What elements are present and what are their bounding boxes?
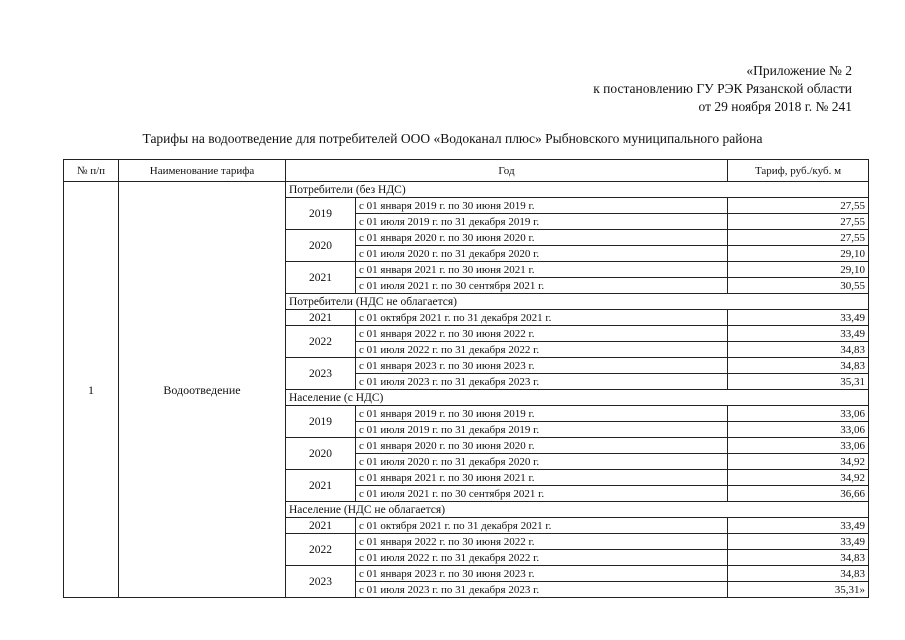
year-cell: 2022 [286, 534, 356, 566]
period-cell: с 01 июля 2023 г. по 31 декабря 2023 г. [356, 374, 728, 390]
consumer-group-label: Потребители (без НДС) [286, 182, 869, 198]
group-label-row [64, 182, 869, 198]
tariff-value-cell: 27,55 [728, 214, 869, 230]
resolution-reference: к постановлению ГУ РЭК Рязанской области [593, 81, 852, 96]
tariff-value-cell: 29,10 [728, 246, 869, 262]
period-cell: с 01 июля 2019 г. по 31 декабря 2019 г. [356, 422, 728, 438]
year-cell: 2022 [286, 326, 356, 358]
tariff-value-cell: 33,06 [728, 438, 869, 454]
consumer-group-label: Население (НДС не облагается) [286, 502, 869, 518]
tariff-value-cell: 33,06 [728, 422, 869, 438]
period-cell: с 01 января 2022 г. по 30 июня 2022 г. [356, 534, 728, 550]
tariff-value-cell: 33,06 [728, 406, 869, 422]
year-cell: 2023 [286, 566, 356, 598]
year-cell: 2020 [286, 230, 356, 262]
tariff-value-cell: 35,31 [728, 374, 869, 390]
consumer-group-label: Население (с НДС) [286, 390, 869, 406]
tariff-name: Водоотведение [119, 182, 286, 598]
tariff-value-cell: 30,55 [728, 278, 869, 294]
resolution-date: от 29 ноября 2018 г. № 241 [698, 99, 852, 114]
period-cell: с 01 января 2019 г. по 30 июня 2019 г. [356, 198, 728, 214]
period-cell: с 01 января 2021 г. по 30 июня 2021 г. [356, 262, 728, 278]
column-header-number: № п/п [64, 160, 119, 182]
period-cell: с 01 октября 2021 г. по 31 декабря 2021 г. [356, 310, 728, 326]
year-cell: 2021 [286, 310, 356, 326]
year-cell: 2023 [286, 358, 356, 390]
appendix-label: «Приложение № 2 [746, 63, 852, 78]
period-cell: с 01 января 2023 г. по 30 июня 2023 г. [356, 566, 728, 582]
period-cell: с 01 июля 2020 г. по 31 декабря 2020 г. [356, 454, 728, 470]
consumer-group-label: Потребители (НДС не облагается) [286, 294, 869, 310]
tariff-value-cell: 33,49 [728, 310, 869, 326]
year-cell: 2021 [286, 518, 356, 534]
tariff-value-cell: 36,66 [728, 486, 869, 502]
tariff-value-cell: 29,10 [728, 262, 869, 278]
tariff-value-cell: 27,55 [728, 230, 869, 246]
period-cell: с 01 июля 2023 г. по 31 декабря 2023 г. [356, 582, 728, 598]
tariff-value-cell: 34,83 [728, 358, 869, 374]
tariff-table-body [64, 182, 869, 598]
period-cell: с 01 июля 2020 г. по 31 декабря 2020 г. [356, 246, 728, 262]
year-cell: 2019 [286, 406, 356, 438]
period-cell: с 01 января 2023 г. по 30 июня 2023 г. [356, 358, 728, 374]
tariff-value-cell: 35,31» [728, 582, 869, 598]
row-number: 1 [64, 182, 119, 598]
tariff-value-cell: 33,49 [728, 326, 869, 342]
tariff-value-cell: 34,83 [728, 550, 869, 566]
column-header-year: Год [286, 160, 728, 182]
year-cell: 2019 [286, 198, 356, 230]
document-title: Тарифы на водоотведение для потребителей ООО «Водоканал плюс» Рыбновского муниципального района [142, 131, 763, 146]
column-header-tariff-name: Наименование тарифа [119, 160, 286, 182]
tariff-value-cell: 33,49 [728, 534, 869, 550]
year-cell: 2021 [286, 262, 356, 294]
period-cell: с 01 января 2019 г. по 30 июня 2019 г. [356, 406, 728, 422]
tariff-value-cell: 34,83 [728, 342, 869, 358]
period-cell: с 01 июля 2021 г. по 30 сентября 2021 г. [356, 278, 728, 294]
period-cell: с 01 января 2021 г. по 30 июня 2021 г. [356, 470, 728, 486]
period-cell: с 01 января 2020 г. по 30 июня 2020 г. [356, 230, 728, 246]
column-header-tariff-value: Тариф, руб./куб. м [728, 160, 869, 182]
period-cell: с 01 января 2022 г. по 30 июня 2022 г. [356, 326, 728, 342]
tariff-value-cell: 33,49 [728, 518, 869, 534]
document-header [593, 62, 852, 116]
tariff-value-cell: 34,92 [728, 470, 869, 486]
period-cell: с 01 июля 2022 г. по 31 декабря 2022 г. [356, 342, 728, 358]
period-cell: с 01 июля 2022 г. по 31 декабря 2022 г. [356, 550, 728, 566]
year-cell: 2020 [286, 438, 356, 470]
year-cell: 2021 [286, 470, 356, 502]
period-cell: с 01 октября 2021 г. по 31 декабря 2021 г. [356, 518, 728, 534]
tariff-value-cell: 34,92 [728, 454, 869, 470]
tariff-value-cell: 34,83 [728, 566, 869, 582]
period-cell: с 01 июля 2019 г. по 31 декабря 2019 г. [356, 214, 728, 230]
tariff-value-cell: 27,55 [728, 198, 869, 214]
period-cell: с 01 января 2020 г. по 30 июня 2020 г. [356, 438, 728, 454]
table-header-row [64, 160, 869, 182]
tariff-table [63, 159, 869, 598]
period-cell: с 01 июля 2021 г. по 30 сентября 2021 г. [356, 486, 728, 502]
